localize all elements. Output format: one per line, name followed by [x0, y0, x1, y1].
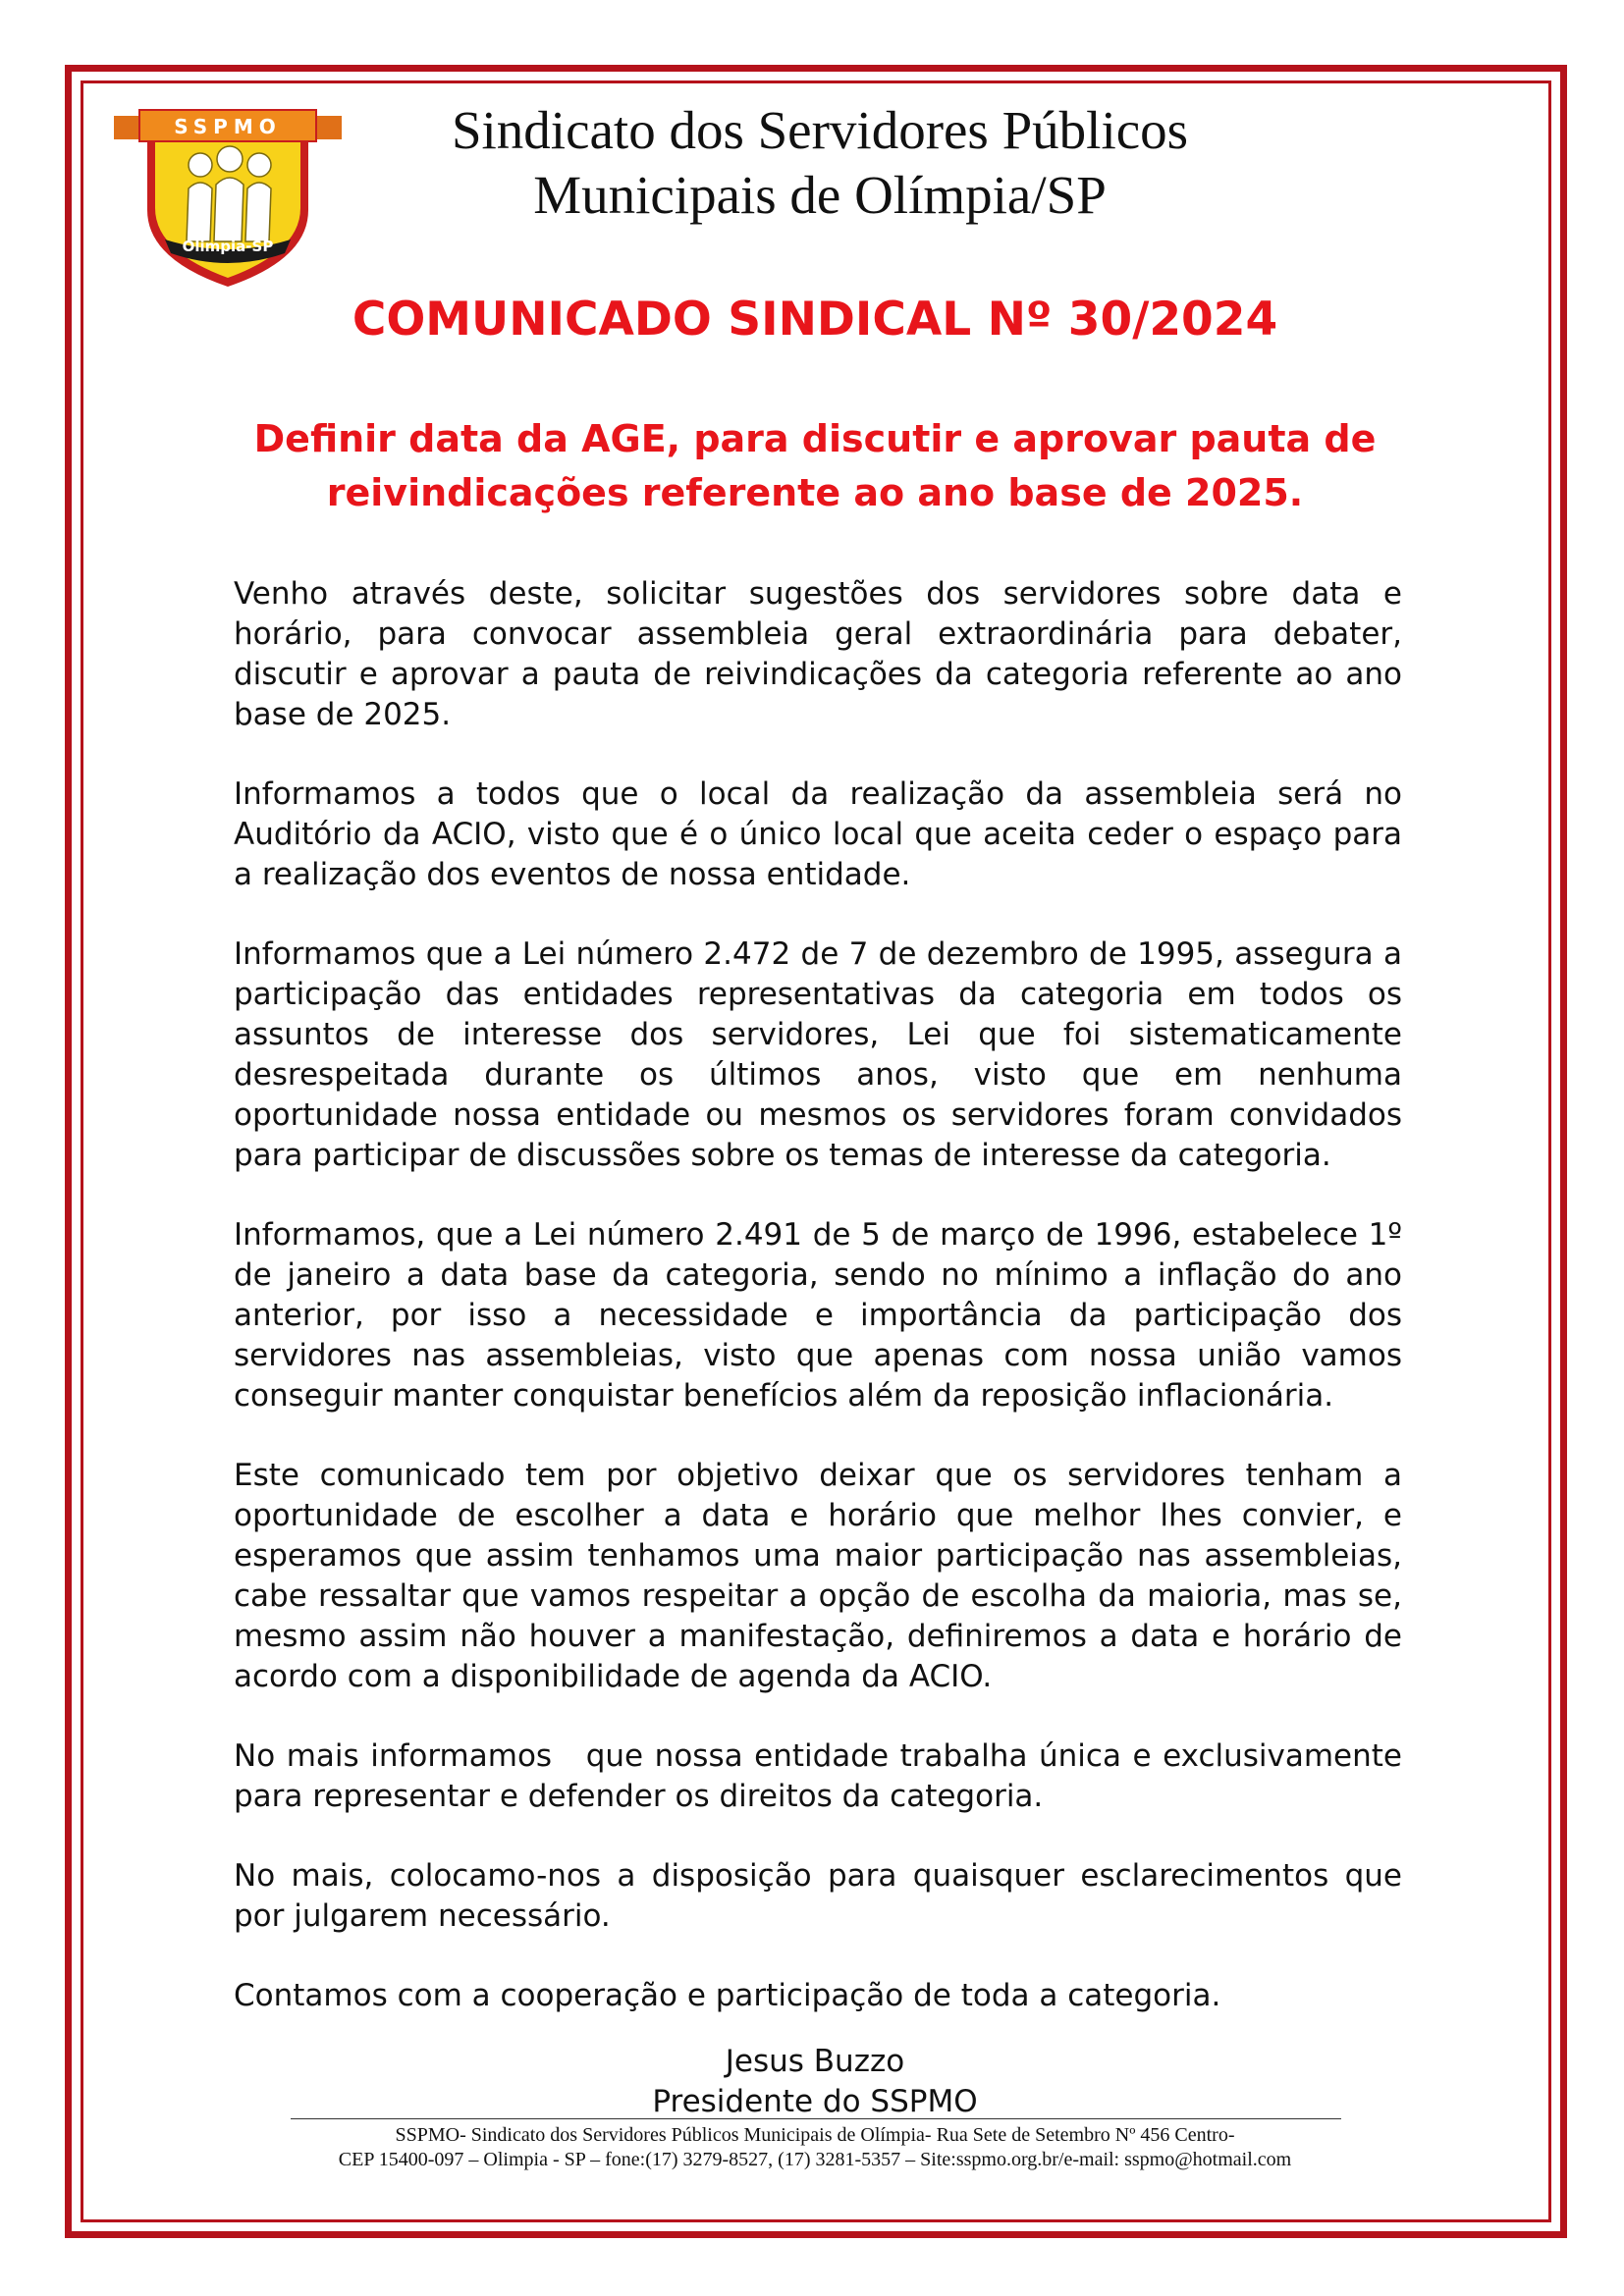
sspmo-logo-emblem [110, 94, 346, 291]
body-paragraph: Contamos com a cooperação e participação de toda a categoria. [234, 1978, 1221, 2013]
body-paragraph: No mais, colocamo-nos a disposição para quaisquer esclarecimentos que por julgarem necessário. [234, 1858, 1402, 1934]
body-paragraph: Este comunicado tem por objetivo deixar que os servidores tenham a oportunidade de escolher a data e horário que melhor lhes convier, e esperamos que assim tenhamos uma maior participação nas assembleias, cabe ressaltar que vamos respeitar a opção de escolha da maioria, mas se, mesmo assim não houver a manifestação, definiremos a data e horário de acordo com a disponibilidade de agenda da ACIO. [234, 1458, 1402, 1694]
signature-role: Presidente do SSPMO [652, 2084, 978, 2119]
organization-title [353, 98, 1286, 228]
footer-contact-line: CEP 15400-097 – Olimpia - SP – fone:(17) 3279-8527, (17) 3281-5357 – Site:sspmo.org.br/e-mail: sspmo@hotmail.com [338, 2149, 1292, 2170]
sspmo-logo [110, 94, 346, 291]
organization-title-line2: Municipais de Olímpia/SP [533, 165, 1107, 225]
body-paragraph: Informamos que a Lei número 2.472 de 7 de dezembro de 1995, assegura a participação das entidades representativas da categoria em todos os assuntos de interesse dos servidores, Lei que foi sistematicamente desrespeitada durante os últimos anos, visto que em nenhuma oportunidade nossa entidade ou mesmos os servidores foram convidados para participar de discussões sobre os temas de interesse da categoria. [234, 936, 1402, 1173]
organization-title-line1: Sindicato dos Servidores Públicos [451, 100, 1189, 160]
document-subject-line1: Definir data da AGE, para discutir e aprovar pauta de [253, 417, 1377, 460]
body-paragraph: Venho através deste, solicitar sugestões dos servidores sobre data e horário, para convocar assembleia geral extraordinária para debater, discutir e aprovar a pauta de reivindicações da categoria referente ao ano base de 2025. [234, 576, 1402, 732]
signature-block [530, 2042, 1100, 2122]
document-title: COMUNICADO SINDICAL Nº 30/2024 [352, 293, 1278, 347]
signature-name: Jesus Buzzo [725, 2044, 905, 2079]
body-paragraph: Informamos, que a Lei número 2.491 de 5 de março de 1996, estabelece 1º de janeiro a data base da categoria, sendo no mínimo a inflação do ano anterior, por isso a necessidade e importância da participação dos servidores nas assembleias, visto que apenas com nossa união vamos conseguir manter conquistar benefícios além da reposição inflacionária. [234, 1217, 1402, 1414]
people-figures-icon [187, 146, 271, 241]
logo-text-bottom: Olimpia-SP [182, 238, 274, 255]
document-subject [137, 412, 1492, 520]
footer-address-line: SSPMO- Sindicato dos Servidores Públicos Municipais de Olímpia- Rua Sete de Setembro Nº 456 Centro- [395, 2124, 1235, 2146]
document-body [234, 574, 1412, 2056]
document-subject-line2: reivindicações referente ao ano base de 2025. [326, 471, 1304, 514]
logo-text-top: SSPMO [174, 115, 282, 138]
body-paragraph: Informamos a todos que o local da realização da assembleia será no Auditório da ACIO, visto que é o único local que aceita ceder o espaço para a realização dos eventos de nossa entidade. [234, 776, 1402, 892]
footer [137, 2123, 1492, 2172]
body-paragraph: No mais informamos que nossa entidade trabalha única e exclusivamente para representar e defender os direitos da categoria. [234, 1738, 1412, 1814]
footer-divider [291, 2118, 1341, 2119]
